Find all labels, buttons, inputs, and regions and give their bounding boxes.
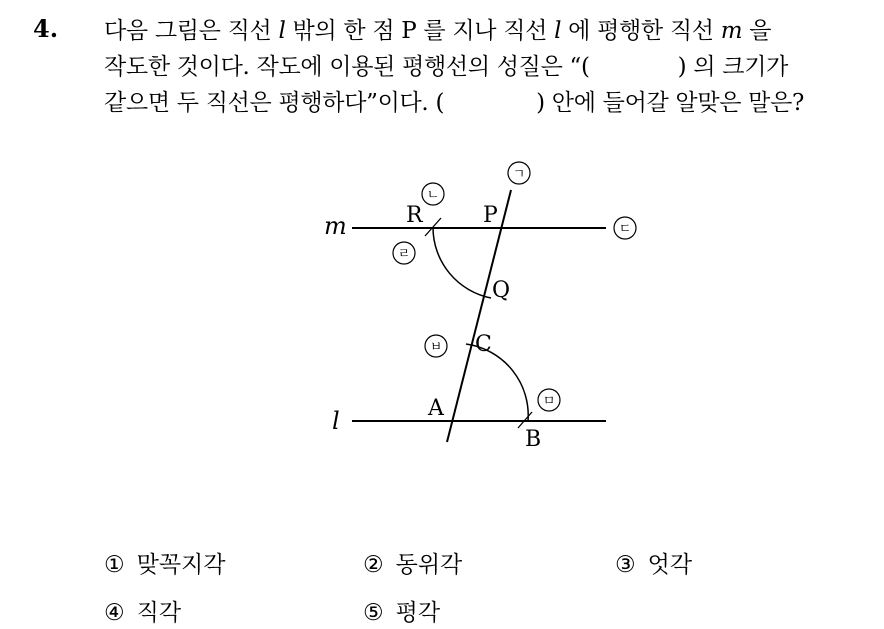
choice-3[interactable]: ③ 엇각 — [615, 552, 693, 578]
line-m-label: m — [324, 212, 347, 240]
question-number: 4. — [33, 14, 59, 43]
point-r-label: R — [406, 203, 423, 228]
circled-label-bieup — [425, 335, 447, 357]
choice-5[interactable]: ⑤ 평각 — [363, 600, 441, 626]
question-text-line-1: 다음 그림은 직선 l 밖의 한 점 P 를 지나 직선 l 에 평행한 직선 m 을 — [104, 18, 772, 44]
point-c-label: C — [475, 332, 492, 357]
line-l-label: l — [332, 407, 340, 435]
svg-text:ㄱ: ㄱ — [512, 167, 526, 182]
circled-label-mieum — [538, 389, 560, 411]
point-p-label: P — [483, 203, 498, 228]
svg-text:ㅁ: ㅁ — [542, 394, 556, 409]
question-text-line-3: 같으면 두 직선은 평행하다”이다. ( ) 안에 들어갈 알맞은 말은? — [104, 90, 805, 116]
arc-rq — [433, 228, 491, 298]
choice-1[interactable]: ① 맞꼭지각 — [104, 552, 226, 578]
point-b-label: B — [525, 427, 542, 452]
point-q-label: Q — [492, 278, 511, 303]
question-text-line-2: 작도한 것이다. 작도에 이용된 평행선의 성질은 “( ) 의 크기가 — [104, 54, 789, 80]
circled-label-nieun — [422, 183, 444, 205]
choice-2[interactable]: ② 동위각 — [363, 552, 463, 578]
circled-label-rieul — [393, 242, 415, 264]
svg-text:ㅂ: ㅂ — [429, 340, 443, 355]
circled-label-digeut — [614, 217, 636, 239]
circled-label-giyeok — [508, 162, 530, 184]
svg-text:ㄹ: ㄹ — [397, 247, 411, 262]
choice-4[interactable]: ④ 직각 — [104, 600, 182, 626]
point-a-label: A — [428, 396, 444, 421]
svg-text:ㄷ: ㄷ — [618, 222, 632, 237]
svg-text:ㄴ: ㄴ — [426, 188, 440, 203]
